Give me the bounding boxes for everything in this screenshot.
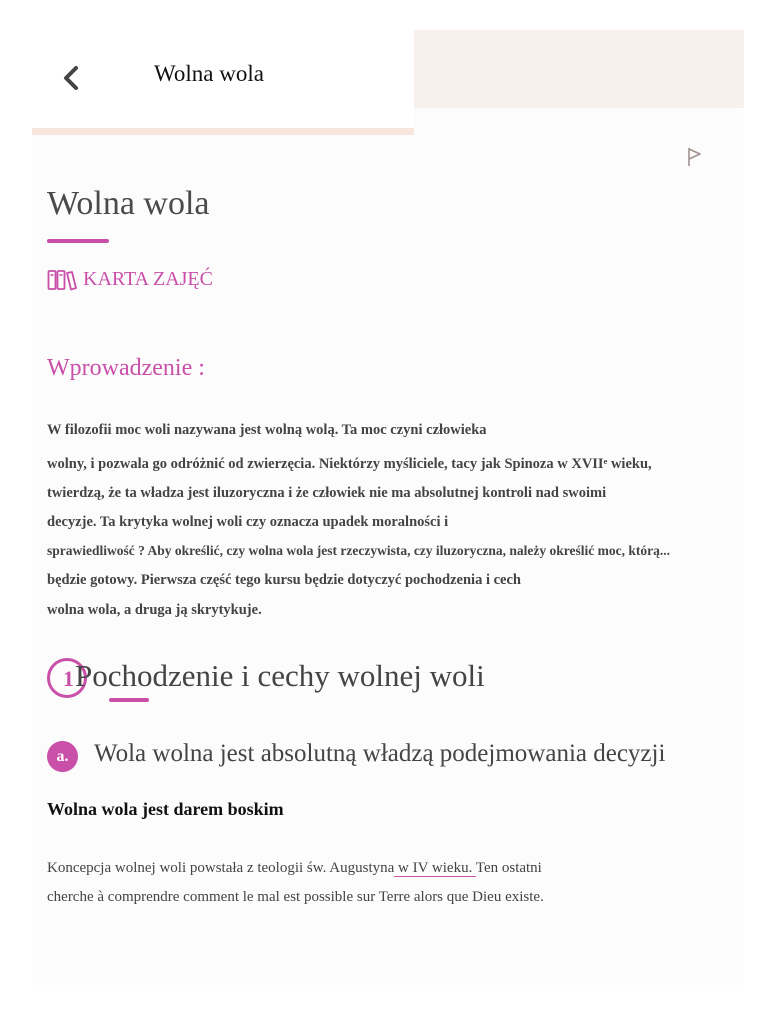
intro-line: sprawiedliwość ? Aby określić, czy wolna wola jest rzeczywista, czy iluzoryczna, należy określić moc, którą... (47, 543, 671, 558)
section-title: Pochodzenie i cechy wolnej woli (75, 658, 485, 693)
chevron-left-icon (61, 65, 81, 91)
intro-line: W filozofii moc woli nazywana jest wolną wolą. Ta moc czyni człowieka (47, 422, 487, 438)
body-text-line (47, 860, 542, 877)
back-button[interactable] (58, 64, 84, 92)
intro-line: będzie gotowy. Pierwsza część tego kursu będzie dotyczyć pochodzenia i cech (47, 572, 521, 588)
flag-icon (686, 146, 704, 168)
karta-label: KARTA ZAJĘĆ (83, 268, 213, 290)
section-underline (109, 698, 149, 702)
intro-line: twierdzą, że ta władza jest iluzoryczna i że człowiek nie ma absolutnej kontroli nad swoimi (47, 485, 607, 501)
section-number: 1 (63, 666, 74, 691)
header-title: Wolna wola (154, 61, 264, 86)
header-divider (32, 128, 414, 135)
intro-heading: Wprowadzenie : (47, 355, 205, 381)
intro-line: wolna wola, a druga ją skrytykuje. (47, 602, 262, 618)
title-underline (47, 239, 109, 243)
books-icon (47, 269, 77, 291)
body-text: Koncepcja wolnej woli powstała z teologii św. Augustyna (47, 860, 395, 876)
report-button[interactable] (686, 146, 704, 168)
content-panel-top (414, 108, 744, 135)
page-title: Wolna wola (47, 185, 210, 222)
section-1-heading (47, 656, 647, 704)
intro-line: decyzje. Ta krytyka wolnej woli czy oznacza upadek moralności i (47, 514, 449, 530)
body-text: Ten ostatni (475, 860, 542, 876)
subsection-badge: a. (47, 741, 78, 772)
content-panel (32, 135, 744, 985)
paragraph-heading: Wolna wola jest darem boskim (47, 799, 284, 819)
subsection-title: Wola wolna jest absolutną władzą podejmowania decyzji (94, 740, 666, 767)
body-text-line: cherche à comprendre comment le mal est possible sur Terre alors que Dieu existe. (47, 889, 544, 905)
karta-zajec-link[interactable] (47, 268, 213, 291)
highlighted-text[interactable]: w IV wieku. (394, 860, 476, 876)
header-decor (414, 30, 744, 108)
intro-line: wolny, i pozwala go odróżnić od zwierzęcia. Niektórzy myśliciele, tacy jak Spinoza w XVIIᵉ wieku, (47, 456, 652, 472)
